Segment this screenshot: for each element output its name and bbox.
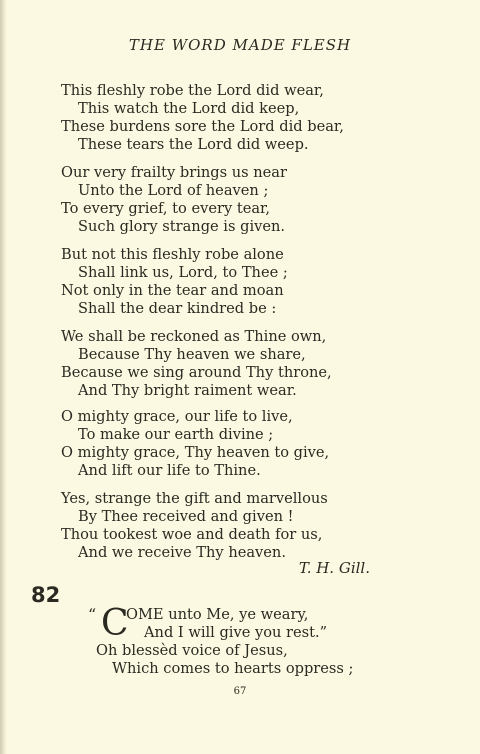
verse-line: And lift our life to Thine. [78,462,261,479]
stanza-1 [61,82,441,154]
verse-line: Shall the dear kindred be : [78,300,277,317]
verse-line: Not only in the tear and moan [61,282,284,299]
verse-line: We shall be reckoned as Thine own, [61,328,327,345]
verse-line: Because Thy heaven we share, [78,346,306,363]
verse-line: Shall link us, Lord, to Thee ; [78,264,288,281]
verse-line: To make our earth divine ; [78,426,274,443]
verse-line: Our very frailty brings us near [61,164,287,181]
stanza-2 [61,164,441,236]
verse-line: Such glory strange is given. [78,218,286,235]
verse-line: This fleshly robe the Lord did wear, [61,82,324,99]
verse-line: And we receive Thy heaven. [78,544,286,561]
running-title: THE WORD MADE FLESH [128,36,352,54]
verse-line: Thou tookest woe and death for us, [61,526,323,543]
drop-cap-letter: C [101,603,129,644]
verse-line: Yes, strange the gift and marvellous [61,490,328,507]
stanza-3 [61,246,441,318]
opening-quote: “ [88,605,97,624]
verse-line: By Thee received and given ! [78,508,294,525]
stanza-6 [61,490,441,562]
verse-line: Because we sing around Thy throne, [61,364,332,381]
verse-line: OME unto Me, ye weary, [126,606,309,623]
verse-line: But not this fleshly robe alone [61,246,284,263]
verse-line: This watch the Lord did keep, [78,100,300,117]
verse-line: To every grief, to every tear, [61,200,271,217]
verse-line: O mighty grace, our life to live, [61,408,293,425]
verse-line: And I will give you rest.” [144,624,328,641]
hymn-number: 82 [31,583,61,607]
verse-line: Oh blessèd voice of Jesus, [96,642,288,659]
page-number: 67 [233,686,247,697]
stanza-5 [61,408,441,480]
verse-line: These burdens sore the Lord did bear, [61,118,344,135]
verse-line: Which comes to hearts oppress ; [112,660,354,677]
verse-line: These tears the Lord did weep. [78,136,309,153]
verse-line: Unto the Lord of heaven ; [78,182,269,199]
verse-line: And Thy bright raiment wear. [78,382,297,399]
page-binding-edge [0,0,7,754]
author-attribution: T. H. Gill. [298,559,370,577]
stanza-4 [61,328,441,400]
verse-line: O mighty grace, Thy heaven to give, [61,444,330,461]
